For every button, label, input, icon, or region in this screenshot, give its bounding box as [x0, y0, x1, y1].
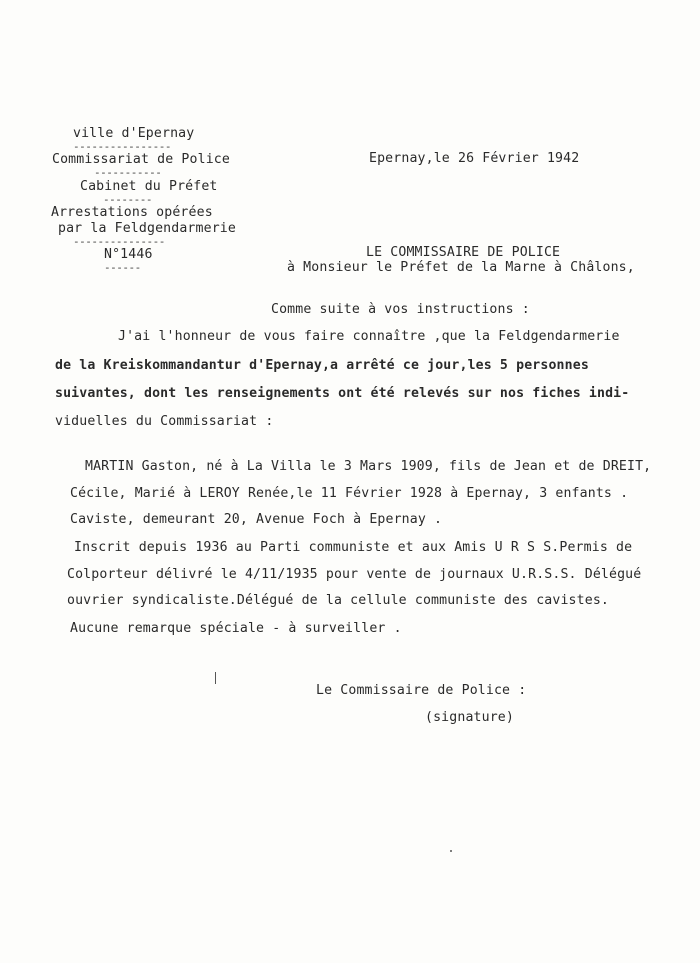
- body-line: Cécile, Marié à LEROY Renée,le 11 Février 1928 à Epernay, 3 enfants .: [70, 486, 629, 501]
- separator: -----------: [94, 166, 162, 179]
- body-line: de la Kreiskommandantur d'Epernay,a arrêté ce jour,les 5 personnes: [55, 358, 589, 373]
- body-line: Caviste, demeurant 20, Avenue Foch à Epernay .: [70, 512, 443, 527]
- subject-line: Arrestations opérées: [51, 205, 213, 220]
- sender-title: LE COMMISSAIRE DE POLICE: [366, 245, 561, 260]
- separator: ---------------: [73, 235, 165, 248]
- body-line: ouvrier syndicaliste.Délégué de la cellule communiste des cavistes.: [67, 593, 609, 608]
- reference-number: N°1446: [104, 247, 153, 262]
- addressee-line: à Monsieur le Préfet de la Marne à Châlons,: [287, 260, 635, 275]
- body-line: suivantes, dont les renseignements ont été relevés sur nos fiches indi-: [55, 386, 630, 401]
- body-line: Aucune remarque spéciale - à surveiller .: [70, 621, 402, 636]
- signature-placeholder: (signature): [425, 710, 514, 725]
- body-line: Inscrit depuis 1936 au Parti communiste et aux Amis U R S S.Permis de: [74, 540, 633, 555]
- body-line: J'ai l'honneur de vous faire connaître ,que la Feldgendarmerie: [118, 329, 620, 344]
- stray-mark: [450, 850, 452, 852]
- separator: --------: [103, 193, 152, 206]
- town-line: ville d'Epernay: [73, 126, 195, 141]
- separator: ----------------: [73, 140, 171, 153]
- intro-line: Comme suite à vos instructions :: [271, 302, 530, 317]
- subject-line-2: par la Feldgendarmerie: [58, 221, 236, 236]
- office-line: Commissariat de Police: [52, 152, 230, 167]
- cabinet-line: Cabinet du Préfet: [80, 179, 218, 194]
- body-line: viduelles du Commissariat :: [55, 414, 274, 429]
- date-line: Epernay,le 26 Février 1942: [369, 151, 580, 166]
- body-line: MARTIN Gaston, né à La Villa le 3 Mars 1909, fils de Jean et de DREIT,: [85, 459, 652, 474]
- separator: ------: [104, 261, 141, 274]
- body-line: Colporteur délivré le 4/11/1935 pour vente de journaux U.R.S.S. Délégué: [67, 567, 642, 582]
- signatory-line: Le Commissaire de Police :: [316, 683, 527, 698]
- stray-mark: [215, 672, 216, 684]
